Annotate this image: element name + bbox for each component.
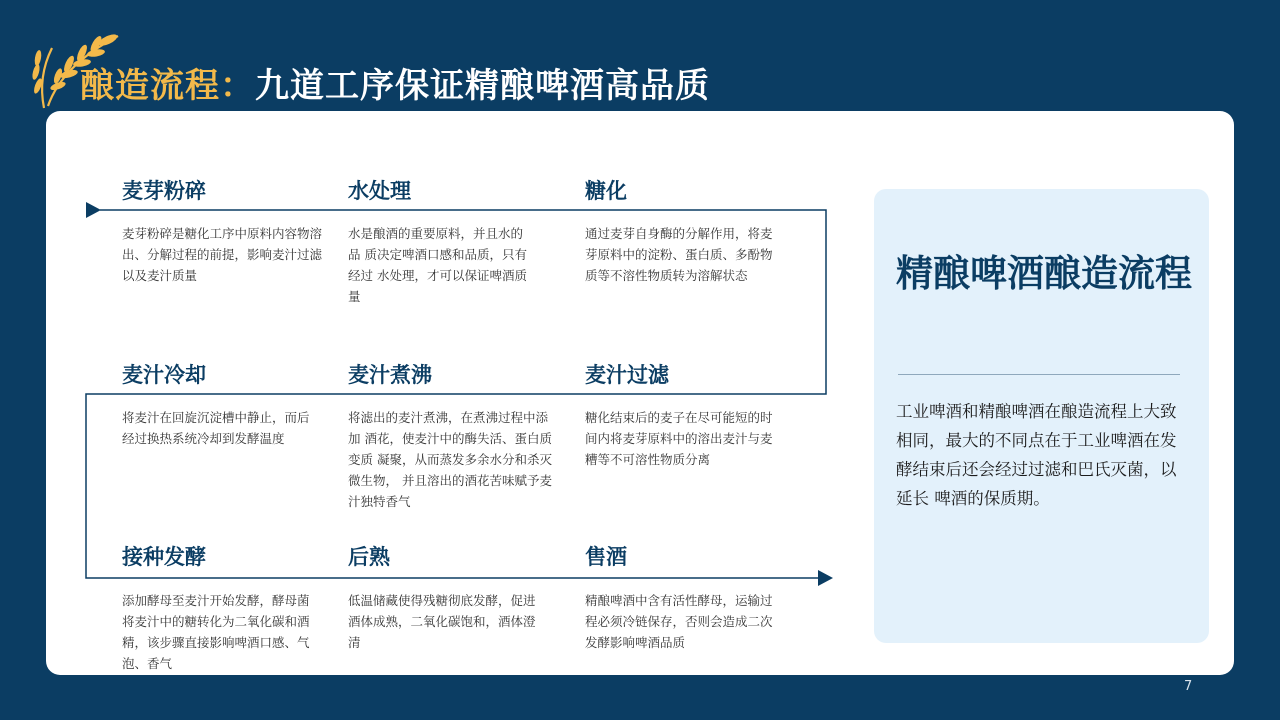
step-desc-wort-filtration: 糖化结束后的麦子在尽可能短的时 间内将麦芽原料中的溶出麦汁与麦 糟等不可溶性物质分离 xyxy=(585,410,773,467)
step-title-wort-filtration: 麦汁过滤 xyxy=(585,363,669,387)
summary-panel-body: 工业啤酒和精酿啤酒在酿造流程上大致相同，最大的不同点在于工业啤酒在发酵结束后还会经过过滤和巴氏灭菌，以延长 啤酒的保质期。 xyxy=(896,402,1177,508)
summary-panel-title: 精酿啤酒酿造流程 xyxy=(896,252,1192,295)
step-title-maturation: 后熟 xyxy=(348,545,390,569)
page-number: 7 xyxy=(1184,679,1193,694)
step-desc-sales: 精酿啤酒中含有活性酵母，运输过 程必须冷链保存，否则会造成二次 发酵影响啤酒品质 xyxy=(585,593,773,650)
step-title-water-treatment: 水处理 xyxy=(348,179,411,203)
step-desc-mashing: 通过麦芽自身酶的分解作用，将麦 芽原料中的淀粉、蛋白质、多酚物 质等不溶性物质转为溶解状态 xyxy=(585,226,773,283)
summary-panel-divider xyxy=(898,374,1180,375)
page-title xyxy=(80,58,710,107)
step-title-wort-boiling: 麦汁煮沸 xyxy=(348,363,432,387)
step-desc-water-treatment: 水是酿酒的重要原料，并且水的品 质决定啤酒口感和品质，只有经过 水处理，才可以保证啤酒质量 xyxy=(348,226,527,304)
step-title-fermentation: 接种发酵 xyxy=(122,545,206,569)
step-desc-maturation: 低温储藏使得残糖彻底发酵，促进 酒体成熟，二氧化碳饱和，酒体澄 清 xyxy=(348,593,536,650)
step-desc-malt-milling: 麦芽粉碎是糖化工序中原料内容物溶出、分解过程的前提，影响麦汁过滤以及麦汁质量 xyxy=(122,226,323,283)
step-desc-wort-boiling: 将滤出的麦汁煮沸，在煮沸过程中添加 酒花，使麦汁中的酶失活、蛋白质变质 凝聚，从而蒸发多余水分和杀灭微生物， 并且溶出的酒花苦味赋予麦汁独特香气 xyxy=(348,410,552,509)
page-title-main: 九道工序保证精酿啤酒高品质 xyxy=(255,66,710,106)
page-title-accent: 酿造流程： xyxy=(80,66,255,106)
step-title-malt-milling: 麦芽粉碎 xyxy=(122,179,206,203)
step-desc-wort-cooling: 将麦汁在回旋沉淀槽中静止，而后 经过换热系统冷却到发酵温度 xyxy=(122,410,310,446)
step-title-sales: 售酒 xyxy=(585,545,627,569)
step-desc-fermentation: 添加酵母至麦汁开始发酵，酵母菌 将麦汁中的糖转化为二氧化碳和酒 精，该步骤直接影响啤酒口感、气 泡、香气 xyxy=(122,593,310,671)
step-title-wort-cooling: 麦汁冷却 xyxy=(122,363,206,387)
step-title-mashing: 糖化 xyxy=(585,179,627,203)
